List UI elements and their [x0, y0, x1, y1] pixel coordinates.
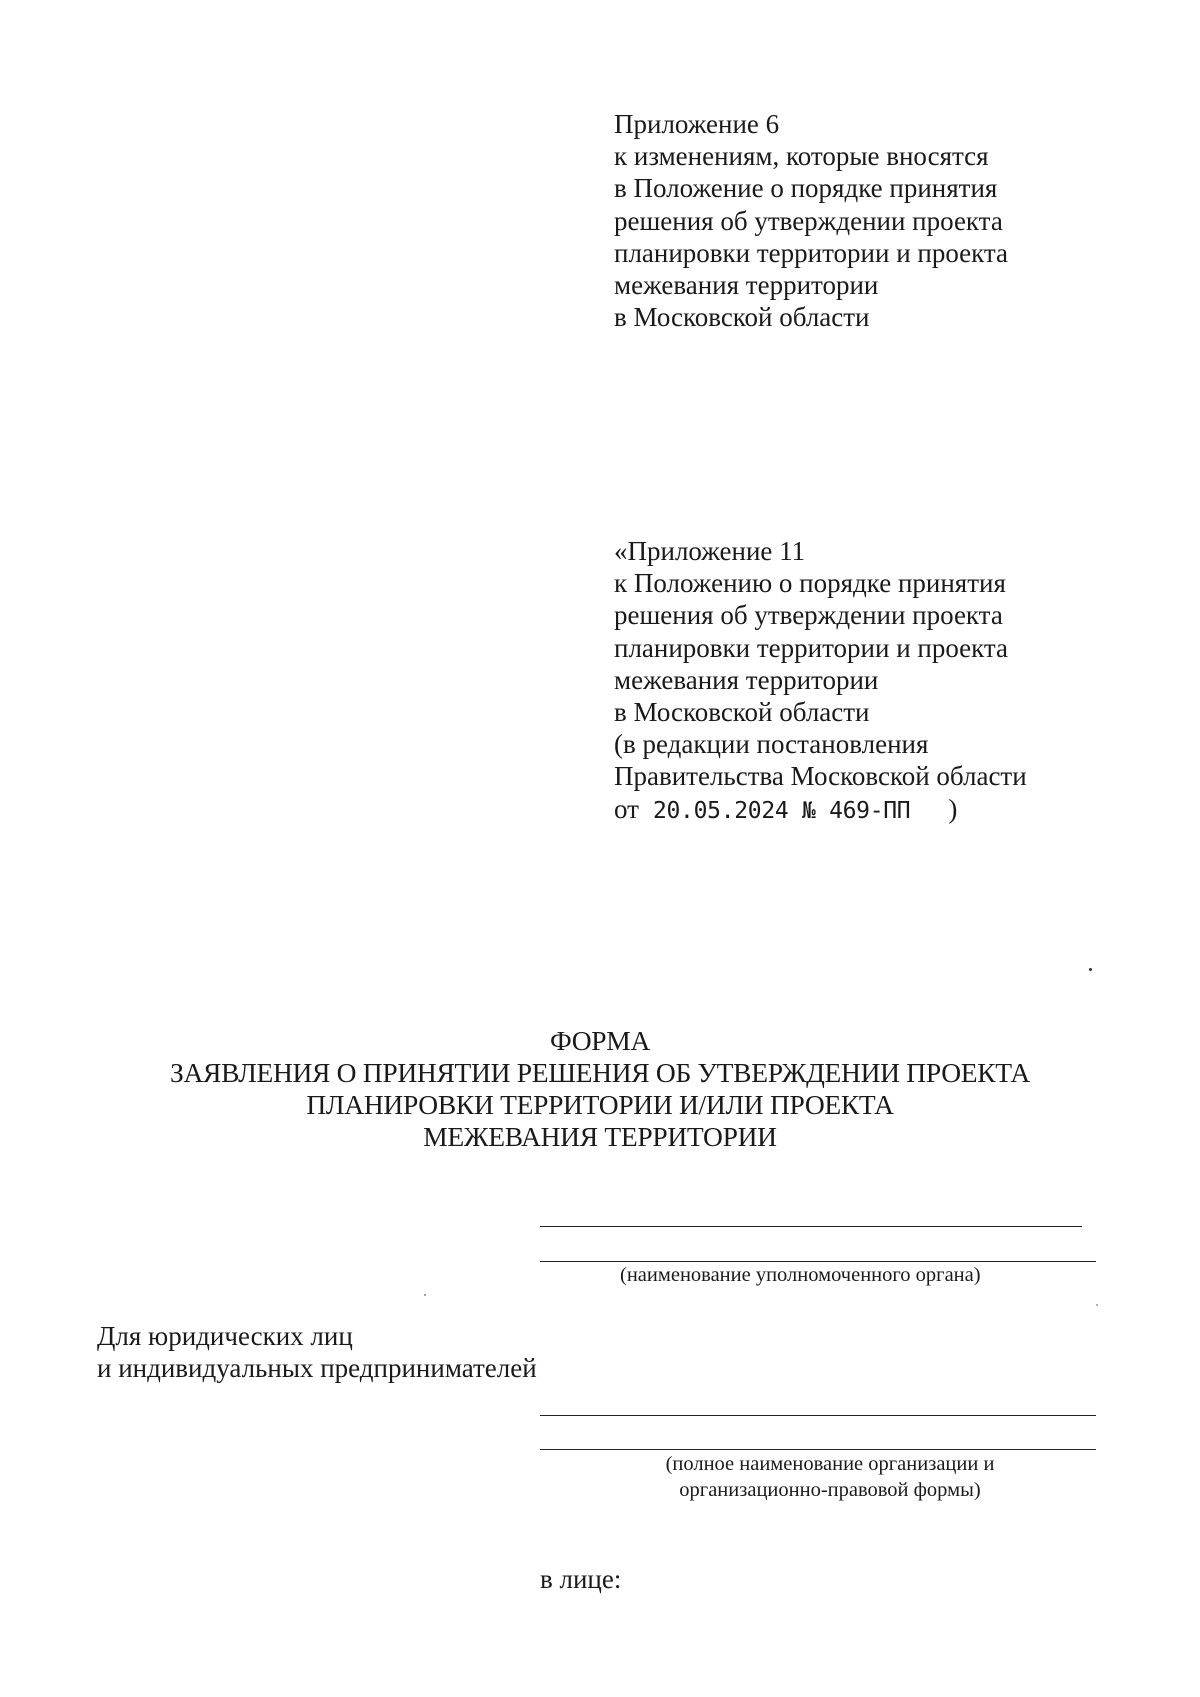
appendix-6-line: в Московской области [614, 302, 870, 333]
appendix-6-line: Приложение 6 [614, 109, 780, 139]
form-title-line: ФОРМА [549, 1025, 651, 1056]
appendix-6-line: к изменениям, которые вносятся [614, 141, 989, 172]
recipient-caption: (наименование уполномоченного органа) [620, 1264, 981, 1286]
appendix-6-line: решения об утверждении проекта [614, 205, 1003, 236]
applicant-type-line: и индивидуальных предпринимателей [97, 1353, 537, 1383]
appendix-11-line: решения об утверждении проекта [614, 600, 1003, 631]
appendix-11-line: межевания территории [614, 664, 879, 695]
appendix-11-line: Правительства Московской области [614, 761, 1027, 792]
appendix-6-line: в Положение о порядке принятия [614, 173, 998, 204]
organization-fill-line [540, 1449, 1096, 1450]
appendix-11-line: «Приложение 11 [614, 536, 806, 566]
recipient-fill-line [540, 1226, 1082, 1227]
appendix-6-line: планировки территории и проекта [614, 237, 1009, 268]
appendix-6-header [614, 108, 1008, 333]
appendix-11-line: (в редакции постановления [614, 729, 929, 760]
appendix-11-line: в Московской области [614, 697, 870, 728]
applicant-type-label [97, 1320, 537, 1384]
form-title [0, 1025, 1200, 1153]
in-person-label: в лице: [540, 1564, 622, 1594]
form-title-line: ЗАЯВЛЕНИЯ О ПРИНЯТИИ РЕШЕНИЯ ОБ УТВЕРЖДЕНИИ ПРОЕКТА [170, 1057, 1030, 1088]
form-title-line: ПЛАНИРОВКИ ТЕРРИТОРИИ И/ИЛИ ПРОЕКТА [306, 1089, 894, 1120]
appendix-11-line: к Положению о порядке принятия [614, 568, 1006, 599]
organization-caption-line: (полное наименование организации и [665, 1453, 995, 1475]
appendix-6-line: межевания территории [614, 270, 879, 301]
resolution-date-line [614, 793, 1027, 827]
scan-speck [1096, 1304, 1098, 1306]
appendix-11-line: планировки территории и проекта [614, 632, 1009, 663]
appendix-11-header [614, 535, 1027, 827]
resolution-date-stamp: 20.05.2024 № 469-ПП [652, 797, 911, 824]
closing-parenthesis: ) [948, 793, 958, 824]
scan-speck [1089, 968, 1092, 971]
date-prefix: от [614, 793, 639, 824]
organization-caption [630, 1451, 1030, 1503]
form-title-line: МЕЖЕВАНИЯ ТЕРРИТОРИИ [423, 1121, 777, 1152]
scan-speck [424, 1294, 426, 1296]
organization-caption-line: организационно-правовой формы) [679, 1479, 981, 1501]
applicant-type-line: Для юридических лиц [97, 1321, 353, 1351]
organization-fill-line [540, 1415, 1096, 1416]
